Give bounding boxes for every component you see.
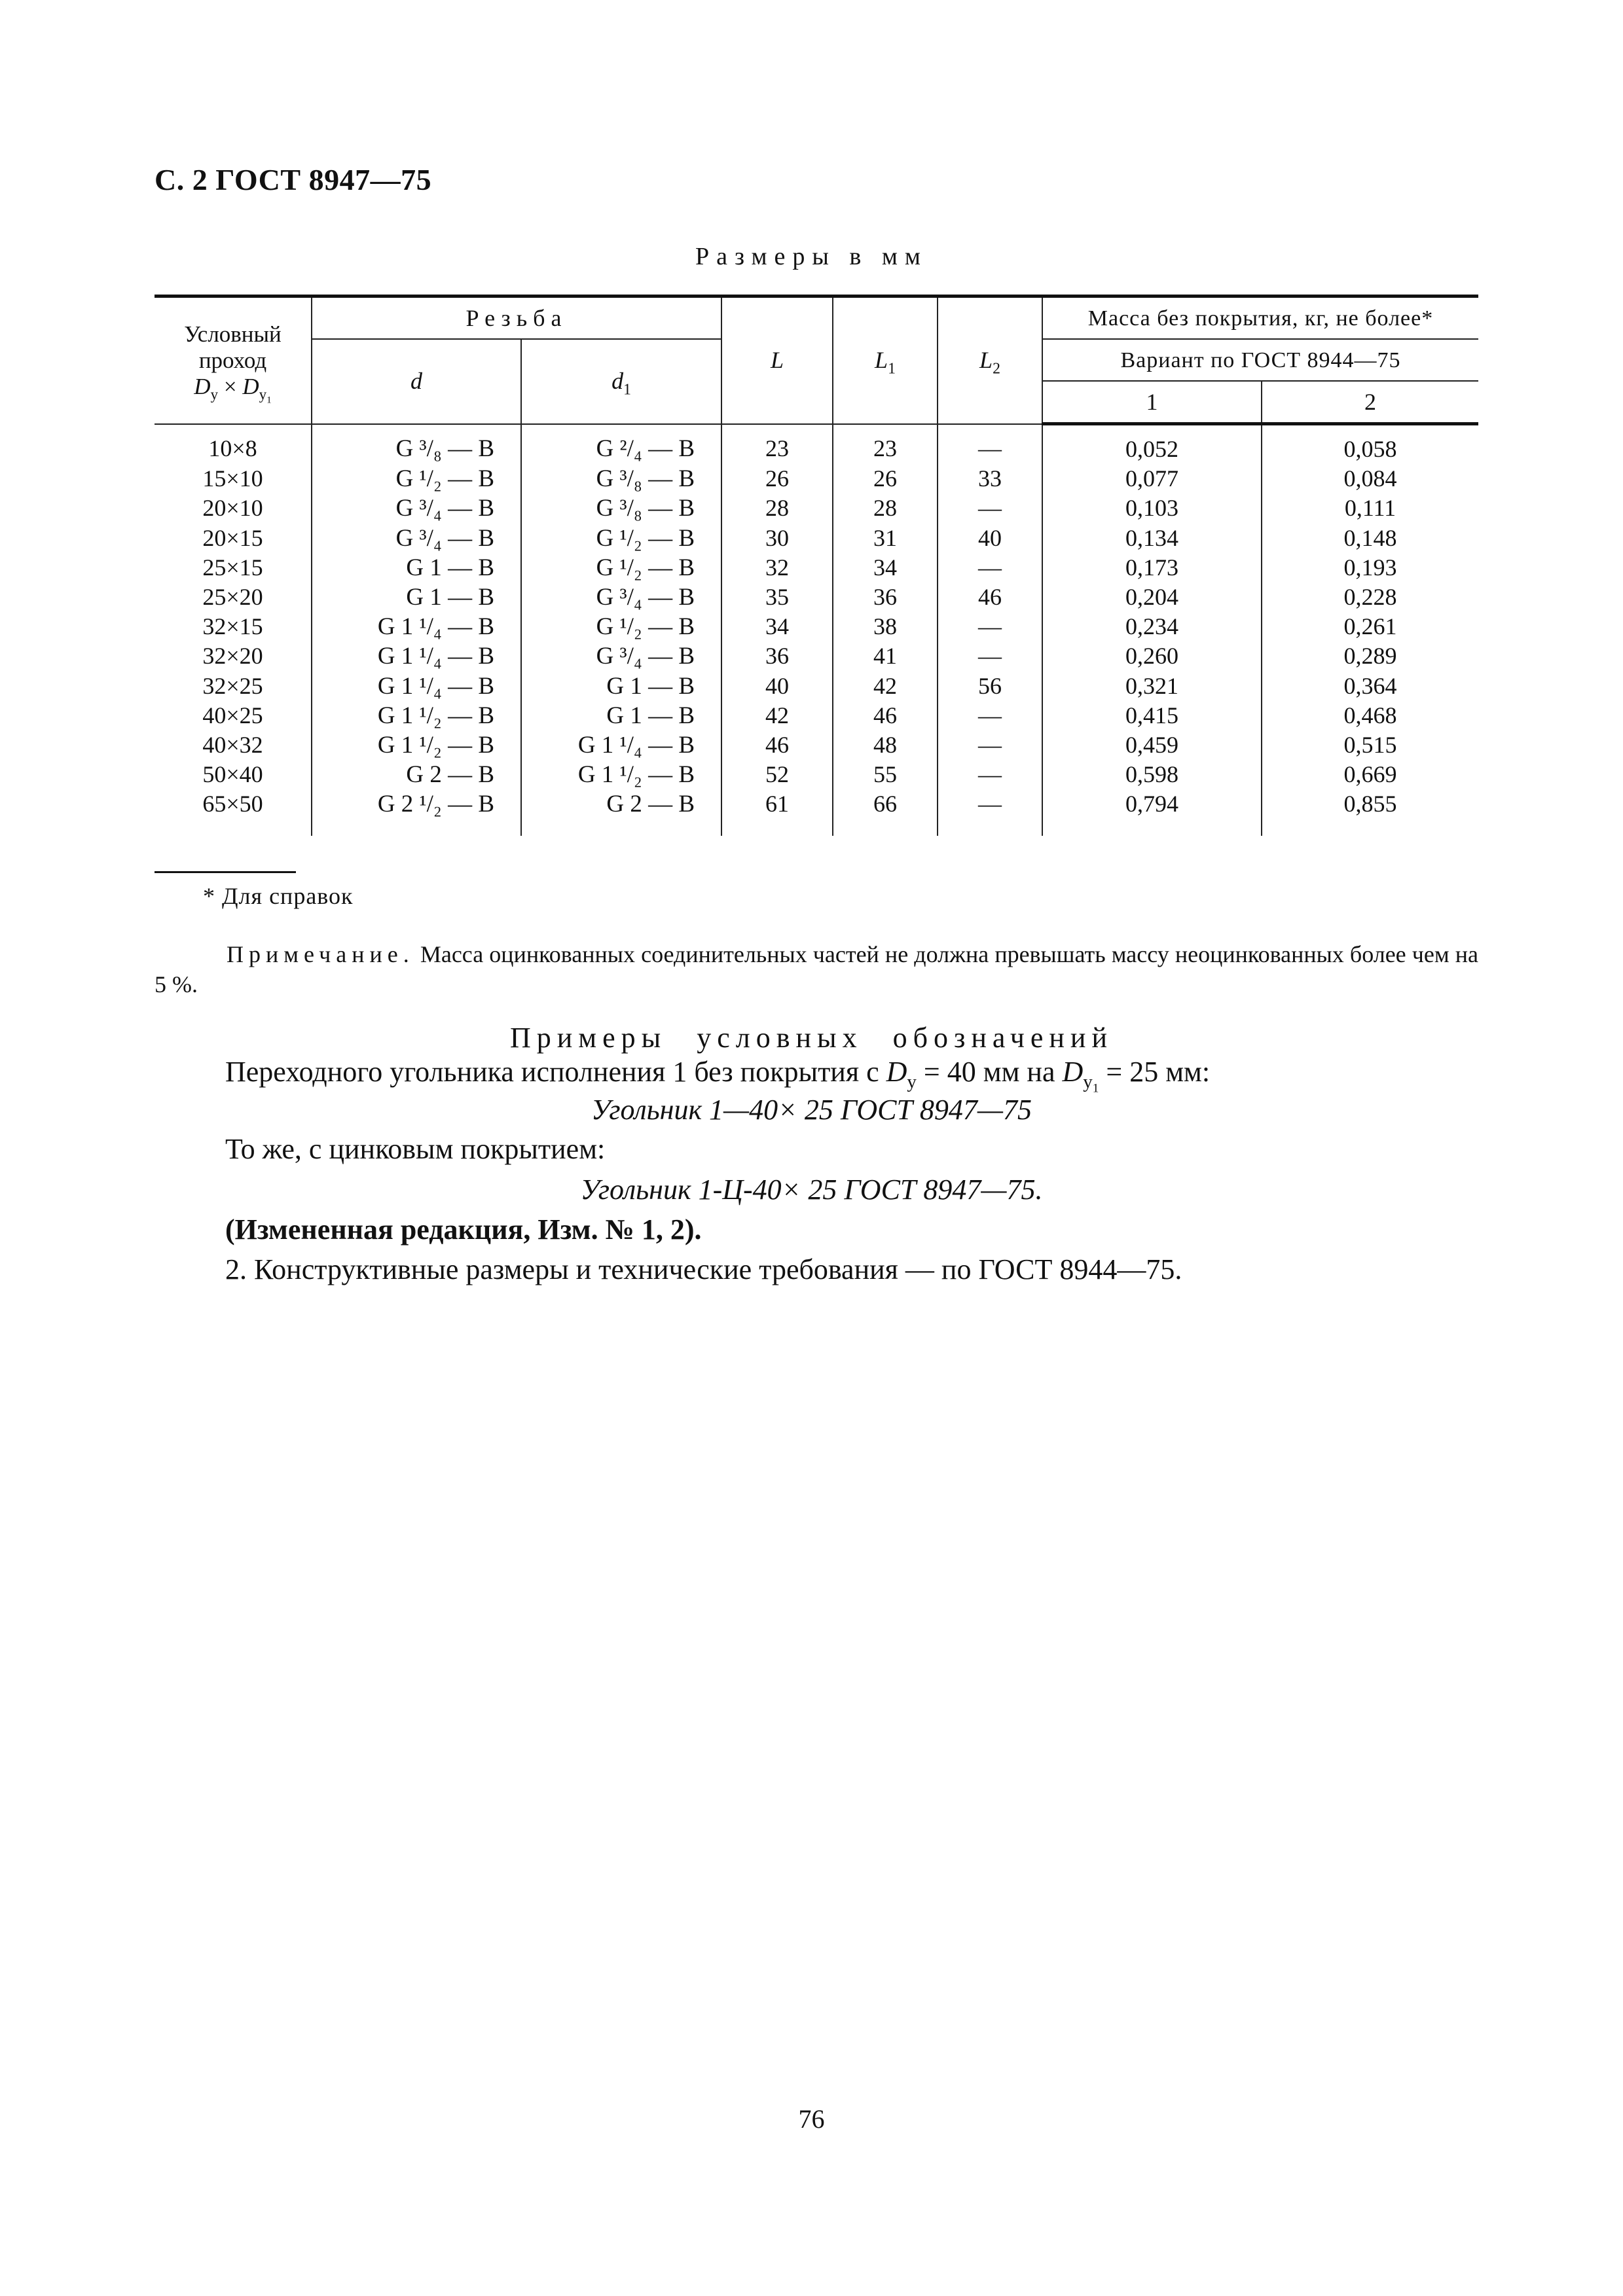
table-row [155,612,1478,641]
table-cell-L1: 42 [833,672,938,701]
table-cell-L: 34 [721,612,833,641]
table-cell-L2: — [938,641,1042,671]
table-row [155,583,1478,612]
table-cell-L2: — [938,789,1042,836]
col-header-variant: Вариант по ГОСТ 8944—75 [1042,339,1478,381]
table-cell-d: G 1 — B [312,553,521,583]
table-cell-L2: 33 [938,464,1042,493]
col-header-L1: $L_1$ [833,296,938,424]
table-row [155,553,1478,583]
dimensions-table [155,295,1478,836]
table-cell-L2: — [938,730,1042,760]
table-cell-m1: 0,204 [1042,583,1262,612]
table-row [155,524,1478,553]
example-designation-1: Угольник 1—40× 25 ГОСТ 8947—75 [591,1094,1032,1126]
table-cell-m1: 0,077 [1042,464,1262,493]
table-cell-d: G 2 — B [312,760,521,789]
table-cell-L1: 38 [833,612,938,641]
table-cell-dn: 40×25 [155,701,312,730]
example-line-1: Переходного угольника исполнения 1 без покрытия с $D_у = 40$ мм на $D_{у_1} = 25$ мм: [225,1056,1211,1096]
table-cell-L1: 34 [833,553,938,583]
table-cell-m2: 0,193 [1262,553,1478,583]
table-cell-d1: G 1 — B [521,701,721,730]
table-cell-dn: 32×15 [155,612,312,641]
units-caption: Размеры в мм [695,243,928,270]
table-cell-d: G ¹/₂ — B [312,464,521,493]
table-cell-dn: 20×15 [155,524,312,553]
table-cell-d1: G ³/₄ — B [521,583,721,612]
page-number: 76 [798,2104,825,2134]
table-cell-L: 26 [721,464,833,493]
col-header-thread: Резьба [312,296,721,340]
table-row [155,760,1478,789]
item-2-text: 2. Конструктивные размеры и технические требования — по ГОСТ 8944—75. [225,1253,1182,1285]
table-cell-m1: 0,598 [1042,760,1262,789]
table-cell-dn: 50×40 [155,760,312,789]
table-cell-L: 61 [721,789,833,836]
table-cell-L2: — [938,493,1042,523]
table-row [155,789,1478,836]
col-header-d1: $d_1$ [521,339,721,424]
table-row [155,424,1478,465]
table-cell-L2: — [938,760,1042,789]
table-cell-L2: — [938,612,1042,641]
table-cell-L: 30 [721,524,833,553]
table-cell-dn: 25×15 [155,553,312,583]
table-cell-m1: 0,794 [1042,789,1262,836]
table-cell-L: 28 [721,493,833,523]
table-cell-L2: 40 [938,524,1042,553]
table-cell-dn: 40×32 [155,730,312,760]
table-cell-d: G 1 ¹/₄ — B [312,641,521,671]
table-cell-d: G 1 ¹/₂ — B [312,701,521,730]
table-cell-d1: G ¹/₂ — B [521,612,721,641]
table-cell-L2: 46 [938,583,1042,612]
table-cell-L: 35 [721,583,833,612]
table-cell-dn: 32×25 [155,672,312,701]
table-cell-L: 40 [721,672,833,701]
table-cell-dn: 20×10 [155,493,312,523]
table-cell-m2: 0,468 [1262,701,1478,730]
table-cell-L1: 48 [833,730,938,760]
table-cell-L2: — [938,424,1042,465]
table-cell-m1: 0,459 [1042,730,1262,760]
table-cell-d1: G 1 ¹/₄ — B [521,730,721,760]
example-line-2: То же, с цинковым покрытием: [225,1133,606,1165]
table-cell-L1: 46 [833,701,938,730]
table-cell-L1: 66 [833,789,938,836]
table-cell-L2: — [938,553,1042,583]
table-row [155,641,1478,671]
note-paragraph [155,939,1478,999]
table-cell-m1: 0,134 [1042,524,1262,553]
table-cell-d: G 1 ¹/₂ — B [312,730,521,760]
table-cell-L: 42 [721,701,833,730]
table-cell-L: 23 [721,424,833,465]
table-cell-d: G ³/₈ — B [312,424,521,465]
col-header-conditional-bore: Условный проход $D_у \times D_{у_1}$ [155,296,312,424]
col-header-L: L [721,296,833,424]
example-designation-2: Угольник 1-Ц-40× 25 ГОСТ 8947—75. [580,1174,1043,1206]
table-cell-m1: 0,173 [1042,553,1262,583]
footnote-rule [155,871,296,873]
table-cell-dn: 65×50 [155,789,312,836]
table-cell-m2: 0,855 [1262,789,1478,836]
table-cell-L1: 23 [833,424,938,465]
table-row [155,464,1478,493]
table-cell-d: G 1 ¹/₄ — B [312,612,521,641]
page-header: С. 2 ГОСТ 8947—75 [155,163,432,196]
table-cell-d1: G 1 ¹/₂ — B [521,760,721,789]
table-cell-m1: 0,052 [1042,424,1262,465]
table-cell-m2: 0,289 [1262,641,1478,671]
table-cell-L1: 28 [833,493,938,523]
table-cell-m2: 0,084 [1262,464,1478,493]
table-cell-d1: G 2 — B [521,789,721,836]
table-cell-L1: 41 [833,641,938,671]
table-cell-d: G 2 ¹/₂ — B [312,789,521,836]
table-cell-d: G ³/₄ — B [312,524,521,553]
examples-title: Примеры условных обозначений [509,1022,1113,1054]
table-cell-L2: — [938,701,1042,730]
table-cell-m1: 0,321 [1042,672,1262,701]
table-cell-L: 32 [721,553,833,583]
table-cell-m2: 0,261 [1262,612,1478,641]
table-cell-d1: G ²/₄ — B [521,424,721,465]
table-cell-m2: 0,364 [1262,672,1478,701]
note-text: Масса оцинкованных соединительных частей не должна превышать массу неоцинкованных более чем на 5 %. [155,941,1478,997]
amendment-note: (Измененная редакция, Изм. № 1, 2). [225,1213,702,1246]
table-cell-L1: 36 [833,583,938,612]
table-cell-d1: G ³/₈ — B [521,464,721,493]
table-cell-m1: 0,415 [1042,701,1262,730]
table-cell-d1: G ³/₄ — B [521,641,721,671]
table-cell-m2: 0,228 [1262,583,1478,612]
table-cell-m2: 0,515 [1262,730,1478,760]
table-cell-m2: 0,148 [1262,524,1478,553]
table-cell-L1: 55 [833,760,938,789]
table-row [155,672,1478,701]
table-cell-dn: 32×20 [155,641,312,671]
table-cell-d1: G ¹/₂ — B [521,524,721,553]
table-cell-L1: 26 [833,464,938,493]
col-header-variant-2: 2 [1262,381,1478,424]
table-cell-L1: 31 [833,524,938,553]
footnote: * Для справок [203,883,354,909]
col-header-variant-1: 1 [1042,381,1262,424]
col-header-mass: Масса без покрытия, кг, не более* [1042,296,1478,340]
table-cell-m1: 0,234 [1042,612,1262,641]
table-cell-d1: G 1 — B [521,672,721,701]
table-row [155,730,1478,760]
table-cell-m2: 0,058 [1262,424,1478,465]
col-header-L2: $L_2$ [938,296,1042,424]
table-cell-d: G ³/₄ — B [312,493,521,523]
table-cell-d: G 1 — B [312,583,521,612]
col-header-d: d [312,339,521,424]
table-cell-m2: 0,669 [1262,760,1478,789]
note-label: Примечание. [227,941,414,967]
table-cell-dn: 25×20 [155,583,312,612]
table-cell-d: G 1 ¹/₄ — B [312,672,521,701]
table-cell-L: 46 [721,730,833,760]
table-cell-m2: 0,111 [1262,493,1478,523]
table-cell-L2: 56 [938,672,1042,701]
table-cell-L: 36 [721,641,833,671]
table-cell-d1: G ³/₈ — B [521,493,721,523]
table-cell-m1: 0,103 [1042,493,1262,523]
table-row [155,701,1478,730]
table-cell-L: 52 [721,760,833,789]
table-row [155,493,1478,523]
table-cell-dn: 15×10 [155,464,312,493]
table-cell-dn: 10×8 [155,424,312,465]
table-cell-d1: G ¹/₂ — B [521,553,721,583]
table-cell-m1: 0,260 [1042,641,1262,671]
